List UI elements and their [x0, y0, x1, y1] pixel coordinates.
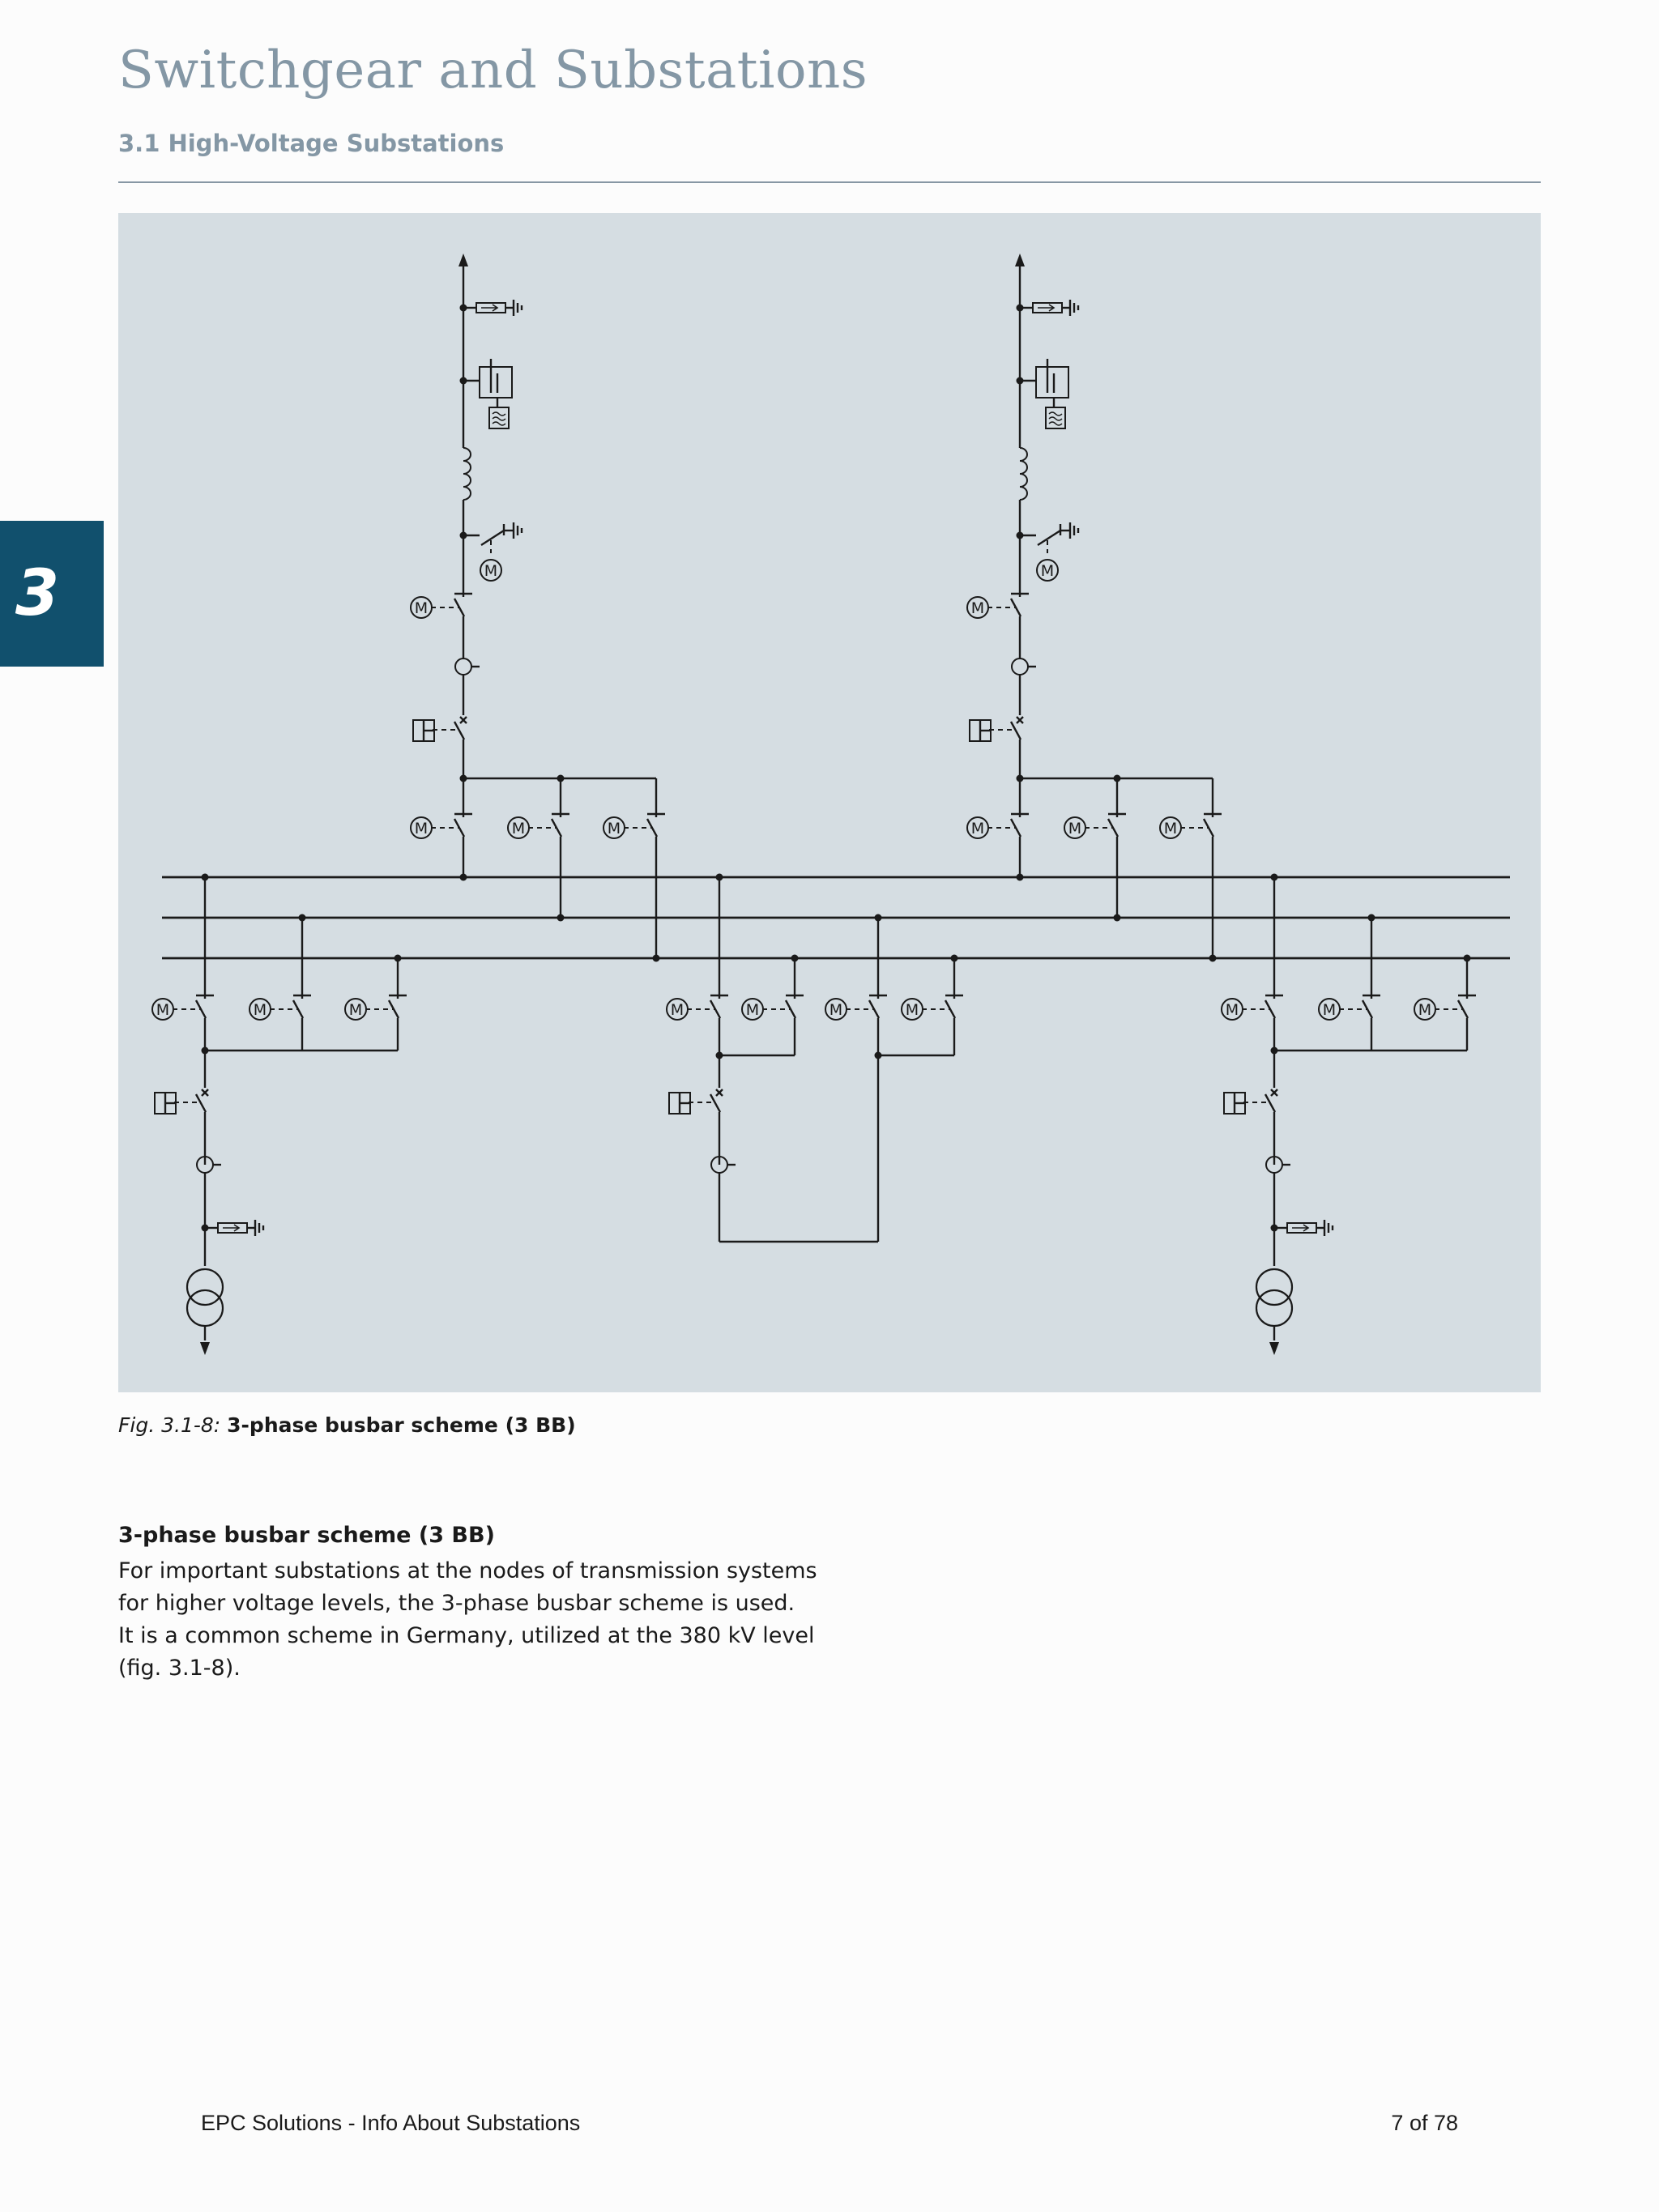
single-line-diagram: [118, 213, 1541, 1392]
surge-arrester-icon: [481, 305, 497, 311]
figure-number: Fig. 3.1-8:: [118, 1413, 221, 1437]
chapter-tab: 3: [0, 521, 104, 667]
disconnector-blade: [552, 819, 561, 837]
carrier-filter-icon: [1049, 412, 1062, 425]
disconnector-blade: [786, 1000, 795, 1018]
earthing-switch-blade: [481, 531, 504, 545]
motor-label: M: [484, 562, 498, 580]
voltage-transformer-icon: [480, 367, 512, 398]
motor-label: M: [1225, 1001, 1239, 1019]
earthing-switch-blade: [1038, 531, 1060, 545]
disconnector-blade: [1458, 1000, 1468, 1018]
transformer-icon: [1256, 1290, 1292, 1326]
breaker-blade: [710, 1094, 720, 1112]
line-trap-icon: [1020, 448, 1027, 500]
transformer-icon: [187, 1269, 223, 1305]
motor-label: M: [829, 1001, 843, 1019]
disconnector-blade: [1108, 819, 1118, 837]
junction-dot: [1017, 874, 1024, 881]
motor-label: M: [414, 820, 429, 837]
disconnector-blade: [1204, 819, 1213, 837]
junction-dot: [1209, 955, 1217, 962]
section-heading: 3-phase busbar scheme (3 BB): [118, 1523, 495, 1548]
voltage-transformer-icon: [1036, 367, 1068, 398]
disconnector-blade: [196, 1000, 206, 1018]
disconnector-blade: [1363, 1000, 1372, 1018]
motor-label: M: [253, 1001, 267, 1019]
breaker-blade: [1011, 722, 1021, 739]
arrow-down-icon: [1269, 1342, 1279, 1355]
motor-label: M: [414, 599, 429, 617]
arrow-down-icon: [200, 1342, 210, 1355]
disconnector-blade: [1011, 599, 1021, 616]
carrier-filter-icon: [1046, 407, 1065, 428]
breaker-blade: [196, 1094, 206, 1112]
footer-document-title: EPC Solutions - Info About Substations: [201, 2111, 581, 2135]
motor-label: M: [1418, 1001, 1432, 1019]
disconnector-blade: [1265, 1000, 1275, 1018]
figure-title: 3-phase busbar scheme (3 BB): [227, 1413, 576, 1437]
motor-label: M: [970, 820, 985, 837]
surge-arrester-icon: [1292, 1225, 1308, 1231]
surge-arrester-icon: [1038, 305, 1054, 311]
line-trap-icon: [463, 448, 471, 500]
motor-label: M: [970, 599, 985, 617]
motor-label: M: [1163, 820, 1178, 837]
footer-page-number: 7 of 78: [1391, 2111, 1458, 2135]
junction-dot: [653, 955, 660, 962]
disconnector-blade: [454, 599, 464, 616]
breaker-blade: [1265, 1094, 1275, 1112]
motor-label: M: [670, 1001, 684, 1019]
motor-label: M: [1068, 820, 1082, 837]
disconnector-blade: [389, 1000, 399, 1018]
disconnector-blade: [1011, 819, 1021, 837]
motor-label: M: [1322, 1001, 1337, 1019]
disconnector-blade: [945, 1000, 955, 1018]
motor-label: M: [511, 820, 526, 837]
junction-dot: [557, 914, 565, 922]
motor-label: M: [1040, 562, 1055, 580]
figure-caption: [118, 1413, 576, 1437]
disconnector-blade: [710, 1000, 720, 1018]
junction-dot: [1114, 914, 1121, 922]
disconnector-blade: [454, 819, 464, 837]
carrier-filter-icon: [489, 407, 509, 428]
motor-label: M: [607, 820, 621, 837]
surge-arrester-icon: [223, 1225, 239, 1231]
motor-label: M: [745, 1001, 760, 1019]
current-transformer-icon: [455, 658, 471, 675]
disconnector-blade: [869, 1000, 879, 1018]
transformer-icon: [1256, 1269, 1292, 1305]
motor-label: M: [156, 1001, 170, 1019]
current-transformer-icon: [1012, 658, 1028, 675]
figure-panel: [118, 213, 1541, 1392]
header-divider: [118, 181, 1541, 183]
disconnector-blade: [293, 1000, 303, 1018]
carrier-filter-icon: [493, 412, 505, 425]
page-title: Switchgear and Substations: [118, 40, 868, 100]
transformer-icon: [187, 1290, 223, 1326]
junction-dot: [460, 874, 467, 881]
breaker-blade: [454, 722, 464, 739]
section-subtitle: 3.1 High-Voltage Substations: [118, 130, 505, 157]
body-paragraph: For important substations at the nodes of transmission systems for higher voltage levels, the 3-phase busbar scheme is used. It is a common scheme in Germany, utilized at the 380 kV level (fig. 3.1-8).: [118, 1558, 817, 1681]
disconnector-blade: [647, 819, 657, 837]
motor-label: M: [905, 1001, 919, 1019]
motor-label: M: [348, 1001, 363, 1019]
